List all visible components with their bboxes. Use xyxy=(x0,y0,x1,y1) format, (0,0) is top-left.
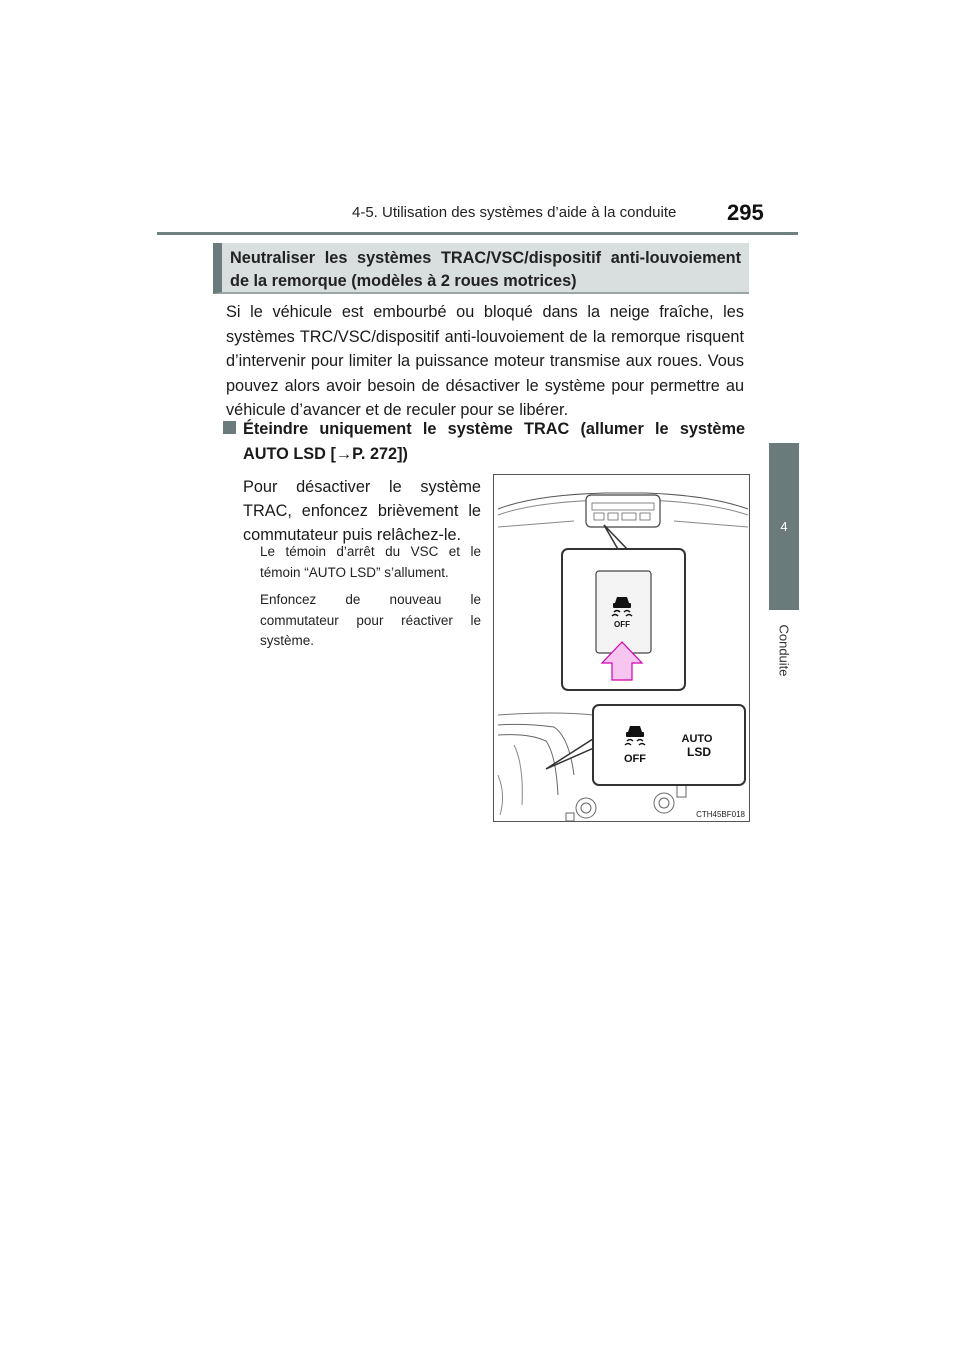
instruction-text: Pour désactiver le système TRAC, enfoncez brièvement le commutateur puis relâchez-le. xyxy=(243,478,481,544)
indicator-off-text: OFF xyxy=(624,753,646,765)
indicator-auto-text: AUTO xyxy=(681,733,713,745)
indicator-lsd-text: LSD xyxy=(687,745,711,759)
chapter-label-container xyxy=(769,615,799,685)
figure-code: CTH45BF018 xyxy=(696,810,745,819)
chapter-tab xyxy=(769,443,799,610)
chapter-label: Conduite xyxy=(776,623,792,677)
header-rule xyxy=(157,232,798,235)
switch-off-text: OFF xyxy=(614,620,630,629)
bullet-square-icon xyxy=(223,421,236,434)
chapter-number: 4 xyxy=(780,519,788,534)
dashboard-illustration xyxy=(494,475,750,822)
section-heading-box xyxy=(213,243,749,294)
running-header-section: 4-5. Utilisation des systèmes d’aide à la conduite xyxy=(352,204,677,221)
note-1: Le témoin d’arrêt du VSC et le témoin “AUTO LSD” s’allument. xyxy=(260,544,481,580)
note-2: Enfoncez de nouveau le commutateur pour réactiver le système. xyxy=(260,592,481,648)
page-number: 295 xyxy=(727,200,764,225)
figure-dashboard-switch xyxy=(493,474,750,822)
section-heading: Neutraliser les systèmes TRAC/VSC/dispositif anti-louvoiement de la remorque (modèles à 2 roues motrices) xyxy=(230,249,741,290)
bullet-heading: Éteindre uniquement le système TRAC (allumer le système AUTO LSD [→P. 272]) xyxy=(243,420,745,463)
intro-paragraph: Si le véhicule est embourbé ou bloqué dans la neige fraîche, les systèmes TRC/VSC/dispositif anti-louvoiement de la remorque risquent d’intervenir pour limiter la puissance moteur transmise aux roues. Vous pouvez alors avoir besoin de désactiver le système pour permettre au véhicule d’avancer et de reculer pour se libérer. xyxy=(226,303,744,419)
auto-lsd-indicator-icon xyxy=(682,733,713,759)
